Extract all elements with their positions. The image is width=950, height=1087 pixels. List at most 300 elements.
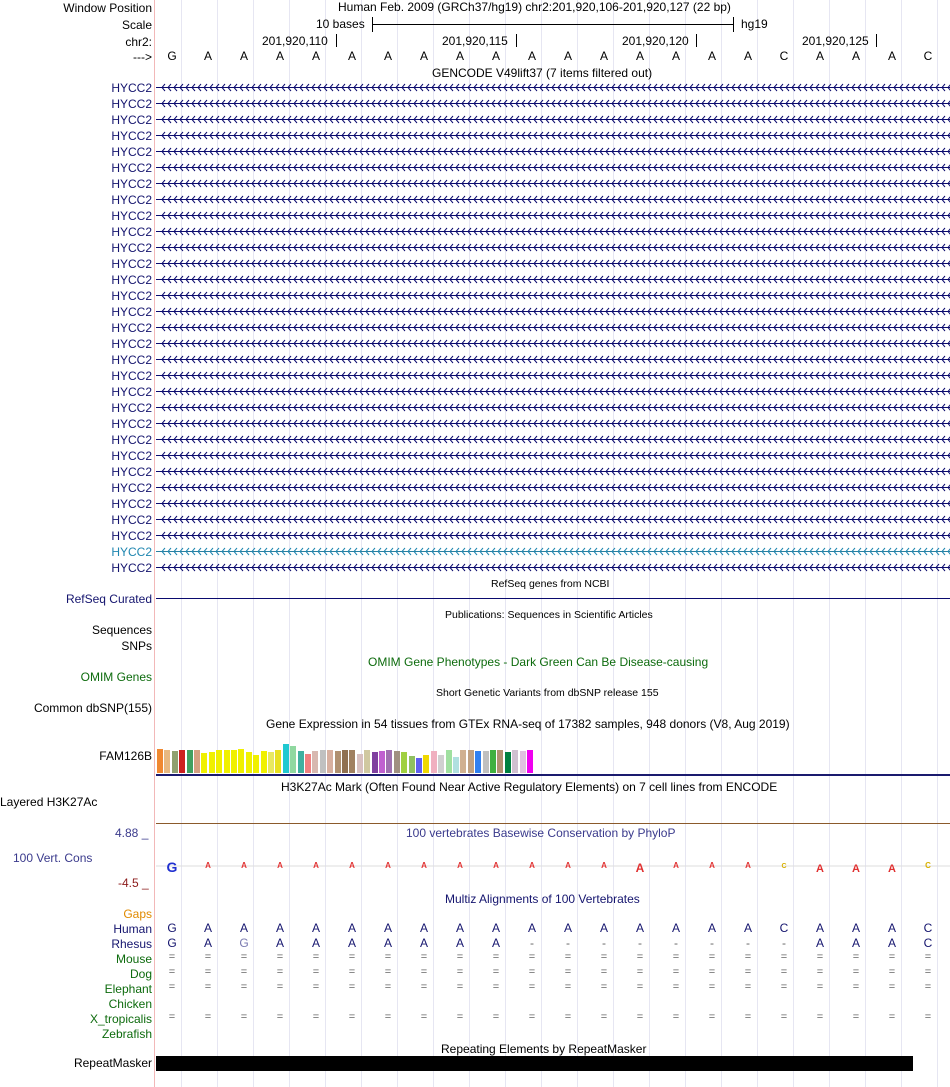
- sequence-base: A: [707, 49, 716, 63]
- multiz-base: =: [708, 981, 716, 993]
- multiz-base: =: [204, 981, 212, 993]
- multiz-base: A: [635, 921, 644, 935]
- gencode-gene-label[interactable]: HYCC2: [111, 337, 152, 351]
- gencode-gene-label[interactable]: HYCC2: [111, 401, 152, 415]
- gtex-tissue-bar[interactable]: [335, 751, 341, 773]
- multiz-base: =: [456, 951, 464, 963]
- multiz-base: =: [348, 966, 356, 978]
- multiz-base: =: [240, 1011, 248, 1023]
- multiz-base: =: [600, 1011, 608, 1023]
- sequence-base: G: [167, 49, 177, 63]
- ruler-tick: [696, 34, 697, 47]
- multiz-base: -: [566, 936, 570, 950]
- multiz-base: C: [779, 921, 789, 935]
- multiz-base: G: [239, 936, 249, 950]
- multiz-base: C: [923, 921, 933, 935]
- multiz-species-label[interactable]: Dog: [129, 967, 152, 981]
- gtex-tissue-bar[interactable]: [179, 750, 185, 773]
- multiz-base: =: [924, 981, 932, 993]
- phylop-min-label: -4.5 _: [118, 876, 149, 890]
- multiz-base: A: [815, 936, 824, 950]
- gencode-transcript[interactable]: [156, 272, 950, 288]
- gtex-tissue-bar[interactable]: [431, 751, 437, 773]
- publications-snps-label[interactable]: SNPs: [121, 639, 152, 653]
- multiz-base: =: [528, 966, 536, 978]
- gtex-tissue-bar[interactable]: [416, 758, 422, 773]
- gencode-transcript[interactable]: [156, 352, 950, 368]
- phylop-logo-letter: A: [673, 861, 679, 870]
- multiz-base: =: [780, 951, 788, 963]
- multiz-species-label[interactable]: Elephant: [104, 982, 152, 996]
- gencode-gene-label[interactable]: HYCC2: [111, 449, 152, 463]
- gtex-tissue-bar[interactable]: [216, 750, 222, 773]
- sequence-base: A: [563, 49, 572, 63]
- multiz-base: =: [888, 981, 896, 993]
- gencode-transcript[interactable]: [156, 240, 950, 256]
- gencode-transcript[interactable]: [156, 192, 950, 208]
- gencode-transcript[interactable]: [156, 448, 950, 464]
- gencode-transcript[interactable]: [156, 96, 950, 112]
- multiz-base: =: [168, 981, 176, 993]
- gtex-tissue-bar[interactable]: [187, 750, 193, 773]
- gencode-gene-label[interactable]: HYCC2: [111, 305, 152, 319]
- multiz-base: A: [347, 936, 356, 950]
- label-divider: [154, 0, 155, 1087]
- multiz-base: A: [563, 921, 572, 935]
- phylop-logo-letter: A: [313, 861, 319, 870]
- multiz-base: =: [600, 951, 608, 963]
- dbsnp-label[interactable]: Common dbSNP(155): [33, 701, 152, 715]
- multiz-base: =: [708, 966, 716, 978]
- sequence-base: A: [671, 49, 680, 63]
- gtex-tissue-bar[interactable]: [401, 752, 407, 773]
- gtex-tissue-bar[interactable]: [379, 751, 385, 773]
- multiz-species-label[interactable]: Rhesus: [111, 937, 152, 951]
- multiz-base: =: [168, 1011, 176, 1023]
- multiz-base: =: [744, 966, 752, 978]
- multiz-base: =: [312, 981, 320, 993]
- gencode-gene-label[interactable]: HYCC2: [111, 497, 152, 511]
- sequence-base: A: [311, 49, 320, 63]
- gencode-gene-label[interactable]: HYCC2: [111, 81, 152, 95]
- phylop-logo-letter: A: [709, 861, 715, 870]
- multiz-base: =: [888, 966, 896, 978]
- multiz-gaps-label[interactable]: Gaps: [123, 907, 152, 921]
- multiz-base: A: [419, 936, 428, 950]
- gtex-tissue-bar[interactable]: [261, 751, 267, 773]
- gencode-transcript[interactable]: [156, 128, 950, 144]
- gtex-tissue-bar[interactable]: [349, 750, 355, 773]
- gencode-gene-label[interactable]: HYCC2: [111, 529, 152, 543]
- multiz-base: =: [708, 1011, 716, 1023]
- multiz-base: A: [203, 921, 212, 935]
- scale-bar: [372, 24, 733, 25]
- gtex-tissue-bar[interactable]: [275, 750, 281, 773]
- gtex-tissue-bar[interactable]: [446, 750, 452, 773]
- gencode-gene-label[interactable]: HYCC2: [111, 369, 152, 383]
- gtex-tissue-bar[interactable]: [409, 756, 415, 773]
- gtex-tissue-bar[interactable]: [320, 750, 326, 773]
- gencode-transcript[interactable]: [156, 80, 950, 96]
- gencode-gene-label[interactable]: HYCC2: [111, 241, 152, 255]
- ruler-tick: [516, 34, 517, 47]
- gtex-tissue-bar[interactable]: [298, 751, 304, 773]
- phylop-logo-letter: A: [565, 861, 571, 870]
- multiz-base: =: [384, 951, 392, 963]
- phylop-logo-letter: C: [781, 863, 787, 870]
- gtex-track-title[interactable]: Gene Expression in 54 tissues from GTEx RNA-seq of 17382 samples, 948 donors (V8, Aug 2019): [266, 717, 790, 731]
- multiz-base: =: [564, 981, 572, 993]
- gencode-transcript[interactable]: [156, 112, 950, 128]
- gtex-tissue-bar[interactable]: [253, 755, 259, 773]
- gtex-gene-label[interactable]: FAM126B: [99, 749, 152, 763]
- phylop-logo-letter: A: [529, 861, 535, 870]
- repeatmasker-label[interactable]: RepeatMasker: [73, 1056, 152, 1070]
- multiz-track-title[interactable]: Multiz Alignments of 100 Vertebrates: [445, 892, 640, 906]
- gtex-tissue-bar[interactable]: [490, 750, 496, 773]
- sequence-base: A: [851, 49, 860, 63]
- multiz-base: A: [887, 921, 896, 935]
- multiz-base: =: [852, 1011, 860, 1023]
- refseq-label[interactable]: RefSeq Curated: [65, 592, 152, 606]
- multiz-base: =: [492, 981, 500, 993]
- gencode-gene-label[interactable]: HYCC2: [111, 209, 152, 223]
- gtex-tissue-bar[interactable]: [364, 750, 370, 773]
- multiz-base: A: [455, 921, 464, 935]
- gtex-tissue-bar[interactable]: [483, 751, 489, 773]
- multiz-base: =: [348, 1011, 356, 1023]
- phylop-max-label: 4.88 _: [115, 826, 149, 840]
- gtex-tissue-bar[interactable]: [305, 754, 311, 773]
- gencode-gene-label[interactable]: HYCC2: [111, 257, 152, 271]
- gtex-tissue-bar[interactable]: [231, 750, 237, 773]
- gtex-expression-bars[interactable]: [156, 732, 950, 773]
- gtex-tissue-bar[interactable]: [342, 750, 348, 773]
- multiz-base: =: [780, 1011, 788, 1023]
- phylop-logo-letter: A: [277, 861, 283, 870]
- gencode-gene-label[interactable]: HYCC2: [111, 561, 152, 575]
- gencode-gene-label[interactable]: HYCC2: [111, 113, 152, 127]
- multiz-base: =: [420, 981, 428, 993]
- gencode-transcript[interactable]: [156, 512, 950, 528]
- gtex-tissue-bar[interactable]: [386, 750, 392, 773]
- multiz-base: =: [852, 981, 860, 993]
- multiz-base: =: [420, 966, 428, 978]
- gencode-gene-label[interactable]: HYCC2: [111, 465, 152, 479]
- gtex-tissue-bar[interactable]: [238, 749, 244, 773]
- multiz-base: A: [383, 921, 392, 935]
- sequence-base: A: [347, 49, 356, 63]
- multiz-base: =: [780, 981, 788, 993]
- scale-text: 10 bases: [316, 17, 365, 31]
- multiz-base: =: [276, 1011, 284, 1023]
- gencode-transcript[interactable]: [156, 368, 950, 384]
- sequence-base: A: [527, 49, 536, 63]
- multiz-base: =: [888, 951, 896, 963]
- multiz-base: C: [923, 936, 933, 950]
- gencode-transcript[interactable]: [156, 224, 950, 240]
- gtex-tissue-bar[interactable]: [505, 752, 511, 773]
- multiz-base: =: [528, 951, 536, 963]
- gencode-transcript[interactable]: [156, 544, 950, 560]
- gencode-transcript[interactable]: [156, 464, 950, 480]
- gtex-tissue-bar[interactable]: [172, 751, 178, 773]
- phylop-logo-letter: G: [166, 859, 178, 875]
- multiz-base: =: [816, 951, 824, 963]
- gtex-tissue-bar[interactable]: [394, 751, 400, 773]
- multiz-base: A: [275, 936, 284, 950]
- phylop-label[interactable]: 100 Vert. Cons: [13, 851, 93, 865]
- multiz-species-label[interactable]: X_tropicalis: [89, 1012, 152, 1026]
- gencode-gene-label[interactable]: HYCC2: [111, 289, 152, 303]
- gtex-tissue-bar[interactable]: [209, 752, 215, 773]
- multiz-base: A: [203, 936, 212, 950]
- gencode-transcript[interactable]: [156, 480, 950, 496]
- multiz-base: =: [708, 951, 716, 963]
- h3k27ac-signal-line: [156, 823, 950, 824]
- multiz-base: A: [599, 921, 608, 935]
- gtex-tissue-bar[interactable]: [468, 750, 474, 773]
- gencode-transcript[interactable]: [156, 432, 950, 448]
- phylop-logo-letter: A: [601, 861, 607, 870]
- sequence-base: A: [239, 49, 248, 63]
- h3k27ac-track-title[interactable]: H3K27Ac Mark (Often Found Near Active Regulatory Elements) on 7 cell lines from ENCODE: [281, 780, 778, 794]
- multiz-base: =: [276, 951, 284, 963]
- gtex-tissue-bar[interactable]: [357, 754, 363, 773]
- multiz-base: =: [276, 966, 284, 978]
- gencode-transcript[interactable]: [156, 400, 950, 416]
- multiz-base: A: [707, 921, 716, 935]
- multiz-base: A: [383, 936, 392, 950]
- window-position-label: Window Position: [63, 1, 152, 15]
- multiz-base: =: [636, 1011, 644, 1023]
- gtex-tissue-bar[interactable]: [438, 755, 444, 773]
- gtex-tissue-bar[interactable]: [512, 750, 518, 773]
- repeatmasker-track-title[interactable]: Repeating Elements by RepeatMasker: [441, 1042, 647, 1056]
- h3k27ac-label[interactable]: Layered H3K27Ac: [0, 795, 98, 809]
- multiz-base: =: [600, 981, 608, 993]
- sequence-base: C: [923, 49, 933, 63]
- multiz-base: A: [239, 921, 248, 935]
- assembly-label: hg19: [741, 17, 768, 31]
- scale-bar-left-end: [372, 17, 373, 32]
- multiz-base: A: [887, 936, 896, 950]
- phylop-logo-letter: A: [816, 863, 824, 875]
- phylop-track-title[interactable]: 100 vertebrates Basewise Conservation by PhyloP: [406, 826, 676, 840]
- omim-label[interactable]: OMIM Genes: [80, 670, 152, 684]
- multiz-base: A: [347, 921, 356, 935]
- sequence-base: A: [887, 49, 896, 63]
- multiz-base: =: [672, 981, 680, 993]
- multiz-base: A: [527, 921, 536, 935]
- multiz-base: A: [491, 936, 500, 950]
- multiz-base: =: [456, 981, 464, 993]
- gencode-transcript[interactable]: [156, 144, 950, 160]
- gtex-tissue-bar[interactable]: [453, 757, 459, 773]
- gencode-gene-label[interactable]: HYCC2: [111, 417, 152, 431]
- multiz-base: =: [384, 981, 392, 993]
- gencode-gene-label[interactable]: HYCC2: [111, 97, 152, 111]
- multiz-base: =: [816, 966, 824, 978]
- phylop-logo-letter: A: [241, 861, 247, 870]
- multiz-base: =: [672, 966, 680, 978]
- gtex-tissue-bar[interactable]: [164, 750, 170, 773]
- gencode-transcript[interactable]: [156, 320, 950, 336]
- gencode-transcript[interactable]: [156, 416, 950, 432]
- multiz-base: =: [564, 966, 572, 978]
- gencode-gene-label[interactable]: HYCC2: [111, 385, 152, 399]
- gtex-tissue-bar[interactable]: [527, 750, 533, 773]
- multiz-base: A: [851, 936, 860, 950]
- multiz-base: =: [528, 1011, 536, 1023]
- multiz-base: =: [744, 981, 752, 993]
- gtex-tissue-bar[interactable]: [460, 750, 466, 773]
- multiz-base: =: [348, 981, 356, 993]
- multiz-base: =: [564, 1011, 572, 1023]
- phylop-logo-letter: A: [852, 863, 860, 875]
- refseq-gene-line[interactable]: [156, 598, 950, 599]
- multiz-base: A: [491, 921, 500, 935]
- multiz-base: A: [743, 921, 752, 935]
- gencode-transcript[interactable]: [156, 304, 950, 320]
- refseq-track-title[interactable]: RefSeq genes from NCBI: [491, 578, 610, 590]
- publications-track-title[interactable]: Publications: Sequences in Scientific Articles: [445, 609, 653, 621]
- gtex-tissue-bar[interactable]: [194, 750, 200, 773]
- multiz-base: =: [312, 1011, 320, 1023]
- gtex-tissue-bar[interactable]: [497, 750, 503, 773]
- ruler-tick-label: 201,920,120: [622, 34, 689, 48]
- gencode-gene-label[interactable]: HYCC2: [111, 177, 152, 191]
- multiz-base: =: [312, 951, 320, 963]
- gtex-tissue-bar[interactable]: [520, 751, 526, 773]
- multiz-base: A: [275, 921, 284, 935]
- multiz-species-label[interactable]: Mouse: [115, 952, 152, 966]
- scale-bar-right-end: [733, 17, 734, 32]
- gencode-gene-label[interactable]: HYCC2: [111, 161, 152, 175]
- gtex-tissue-bar[interactable]: [312, 751, 318, 773]
- gtex-tissue-bar[interactable]: [475, 751, 481, 773]
- multiz-base: =: [384, 966, 392, 978]
- multiz-base: =: [924, 1011, 932, 1023]
- multiz-base: =: [744, 951, 752, 963]
- multiz-base: =: [204, 966, 212, 978]
- gencode-gene-label[interactable]: HYCC2: [111, 481, 152, 495]
- sequence-base: A: [419, 49, 428, 63]
- multiz-base: =: [924, 966, 932, 978]
- multiz-base: -: [710, 936, 714, 950]
- multiz-base: A: [671, 921, 680, 935]
- gtex-tissue-bar[interactable]: [201, 753, 207, 773]
- ruler-tick: [876, 34, 877, 47]
- multiz-base: =: [312, 966, 320, 978]
- ruler-tick-label: 201,920,125: [802, 34, 869, 48]
- multiz-base: -: [674, 936, 678, 950]
- gtex-tissue-bar[interactable]: [224, 750, 230, 773]
- phylop-logo-letter: A: [421, 861, 427, 870]
- omim-track-title[interactable]: OMIM Gene Phenotypes - Dark Green Can Be Disease-causing: [368, 655, 709, 669]
- multiz-base: A: [455, 936, 464, 950]
- gencode-transcript[interactable]: [156, 256, 950, 272]
- gencode-transcript[interactable]: [156, 176, 950, 192]
- multiz-base: =: [924, 951, 932, 963]
- multiz-base: =: [600, 966, 608, 978]
- phylop-logo-letter: C: [925, 861, 931, 870]
- multiz-base: =: [816, 1011, 824, 1023]
- gencode-gene-label[interactable]: HYCC2: [111, 513, 152, 527]
- multiz-base: =: [636, 966, 644, 978]
- phylop-logo-letter: A: [205, 861, 211, 870]
- multiz-base: =: [456, 1011, 464, 1023]
- gencode-track-title[interactable]: GENCODE V49lift37 (7 items filtered out): [432, 66, 653, 80]
- gencode-transcript[interactable]: [156, 208, 950, 224]
- multiz-base: =: [672, 951, 680, 963]
- gencode-gene-label[interactable]: HYCC2: [111, 433, 152, 447]
- multiz-base: =: [852, 951, 860, 963]
- gencode-gene-label[interactable]: HYCC2: [111, 545, 152, 559]
- gencode-transcript[interactable]: [156, 528, 950, 544]
- gencode-gene-label[interactable]: HYCC2: [111, 145, 152, 159]
- gencode-transcript[interactable]: [156, 384, 950, 400]
- sequence-base: A: [635, 49, 644, 63]
- multiz-base: =: [168, 951, 176, 963]
- multiz-base: =: [816, 981, 824, 993]
- gencode-transcript[interactable]: [156, 336, 950, 352]
- gencode-gene-label[interactable]: HYCC2: [111, 225, 152, 239]
- phylop-logo-letter: A: [349, 861, 355, 870]
- multiz-base: A: [311, 921, 320, 935]
- chrom-label: chr2:: [125, 35, 152, 49]
- phylop-logo-letter: A: [888, 863, 896, 875]
- gencode-gene-label[interactable]: HYCC2: [111, 353, 152, 367]
- phylop-logo[interactable]: [156, 852, 950, 882]
- gtex-tissue-bar[interactable]: [290, 746, 296, 773]
- gencode-transcript[interactable]: [156, 160, 950, 176]
- publications-sequences-label[interactable]: Sequences: [91, 623, 152, 637]
- scale-label: Scale: [121, 18, 152, 32]
- gencode-transcript[interactable]: [156, 560, 950, 576]
- gencode-gene-label[interactable]: HYCC2: [111, 321, 152, 335]
- multiz-base: =: [456, 966, 464, 978]
- multiz-species-label[interactable]: Chicken: [108, 997, 152, 1011]
- gencode-gene-label[interactable]: HYCC2: [111, 193, 152, 207]
- gtex-tissue-bar[interactable]: [327, 750, 333, 773]
- dbsnp-track-title[interactable]: Short Genetic Variants from dbSNP release 155: [436, 687, 659, 699]
- gencode-gene-label[interactable]: HYCC2: [111, 129, 152, 143]
- gtex-tissue-bar[interactable]: [268, 752, 274, 773]
- gencode-transcript[interactable]: [156, 496, 950, 512]
- multiz-species-label[interactable]: Human: [113, 922, 152, 936]
- multiz-base: A: [815, 921, 824, 935]
- multiz-base: =: [240, 981, 248, 993]
- multiz-base: G: [167, 936, 177, 950]
- multiz-base: =: [744, 1011, 752, 1023]
- gtex-tissue-bar[interactable]: [423, 755, 429, 773]
- phylop-logo-letter: A: [635, 861, 645, 875]
- gtex-tissue-bar[interactable]: [157, 749, 163, 773]
- gtex-tissue-bar[interactable]: [283, 744, 289, 773]
- multiz-base: =: [672, 1011, 680, 1023]
- multiz-species-label[interactable]: Zebrafish: [101, 1027, 152, 1041]
- repeatmasker-element-bar[interactable]: [156, 1056, 913, 1071]
- multiz-base: =: [636, 981, 644, 993]
- gencode-transcript[interactable]: [156, 288, 950, 304]
- multiz-base: =: [780, 966, 788, 978]
- sequence-base: A: [455, 49, 464, 63]
- gtex-tissue-bar[interactable]: [372, 752, 378, 773]
- multiz-base: =: [564, 951, 572, 963]
- gencode-gene-label[interactable]: HYCC2: [111, 273, 152, 287]
- gtex-tissue-bar[interactable]: [246, 752, 252, 773]
